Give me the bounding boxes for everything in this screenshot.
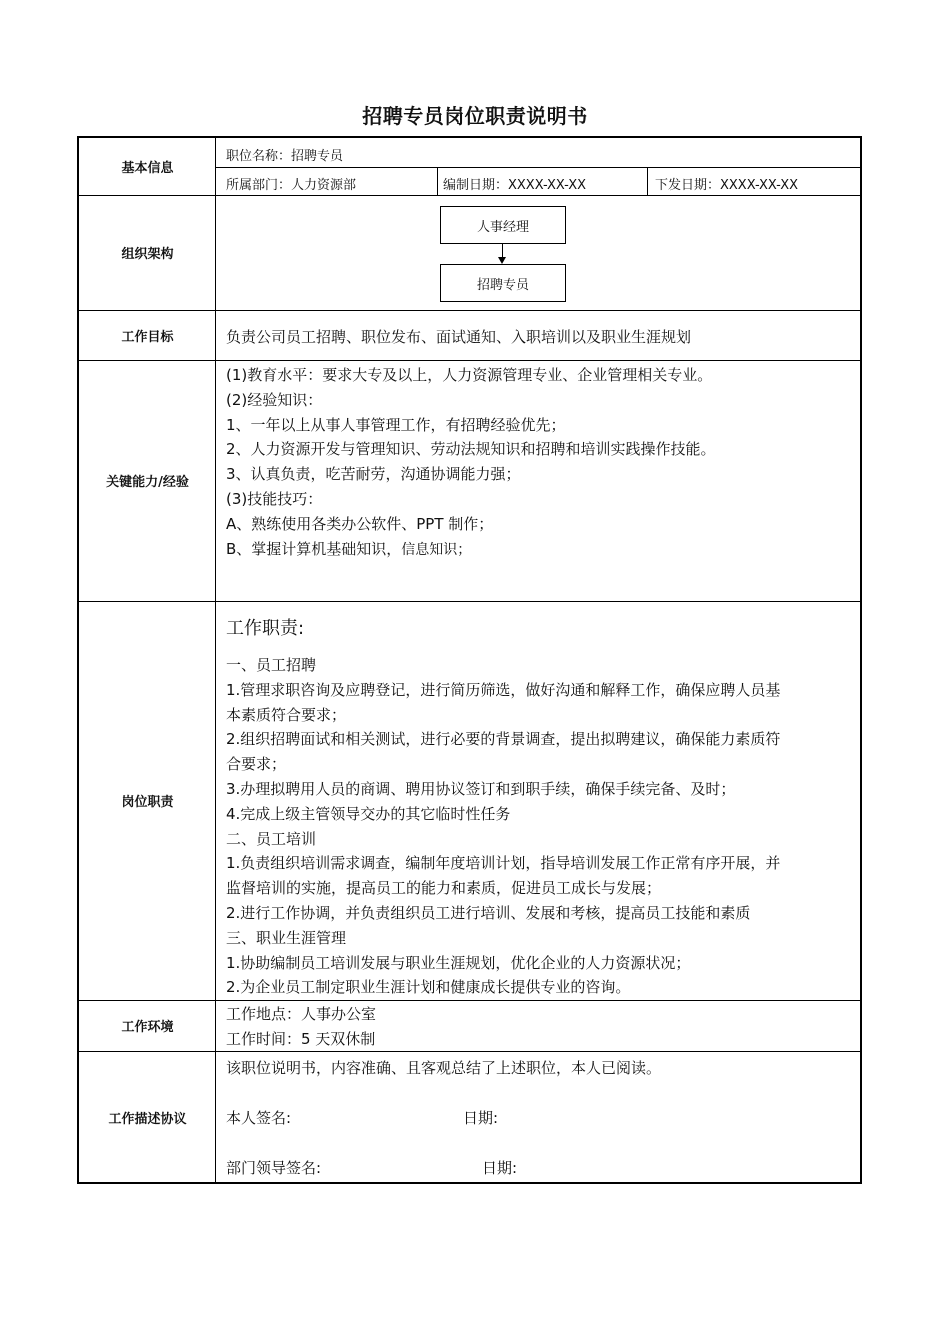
ability-line: (2)经验知识： xyxy=(226,390,323,409)
row-divider-basic-inner xyxy=(216,167,860,168)
issued-date: 下发日期：XXXX-XX-XX xyxy=(655,178,799,193)
duty-line: 1.管理求职咨询及应聘登记，进行简历筛选，做好沟通和解释工作，确保应聘人员基 xyxy=(226,680,781,699)
ability-last-prefix: B、掌握计算机基础知识， xyxy=(226,539,402,558)
arrow-down-icon xyxy=(498,257,506,264)
ability-line: (1)教育水平：要求大专及以上，人力资源管理专业、企业管理相关专业。 xyxy=(226,366,713,384)
duty-line: 1.协助编制员工培训发展与职业生涯规划，优化企业的人力资源状况； xyxy=(226,953,691,972)
ability-line: (3)技能技巧： xyxy=(226,489,323,508)
duty-line: 本素质符合要求； xyxy=(226,705,347,724)
work-location: 工作地点：人事办公室 xyxy=(226,1005,377,1023)
label-work-goal: 工作目标 xyxy=(121,329,174,345)
label-work-environment: 工作环境 xyxy=(121,1020,174,1035)
duty-line: 2.为企业员工制定职业生涯计划和健康成长提供专业的咨询。 xyxy=(226,978,631,997)
duty-line: 2.进行工作协调，并负责组织员工进行培训、发展和考核，提高员工技能和素质 xyxy=(226,903,751,922)
label-org-structure: 组织架构 xyxy=(121,247,174,262)
label-job-duties: 岗位职责 xyxy=(121,795,174,810)
job-description-table xyxy=(77,136,862,1184)
position-name: 职位名称：招聘专员 xyxy=(226,149,344,164)
self-date-label: 日期: xyxy=(463,1109,499,1127)
duty-line: 3.办理拟聘用人员的商调、聘用协议签订和到职手续，确保手续完备、及时； xyxy=(226,779,736,798)
label-agreement: 工作描述协议 xyxy=(108,1112,187,1127)
cell-divider xyxy=(647,167,648,195)
ability-line: 1、一年以上从事人事管理工作，有招聘经验优先； xyxy=(226,415,566,434)
agreement-statement: 该职位说明书，内容准确、且客观总结了上述职位，本人已阅读。 xyxy=(226,1059,662,1077)
cell-divider xyxy=(437,167,438,195)
ability-line: A、熟练使用各类办公软件、PPT 制作； xyxy=(226,514,494,533)
self-signature-label: 本人签名: xyxy=(226,1109,292,1127)
label-basic-info: 基本信息 xyxy=(121,161,174,176)
work-hours: 工作时间：5 天双休制 xyxy=(226,1029,376,1048)
duty-line: 一、员工招聘 xyxy=(226,656,317,674)
ability-line: 2、人力资源开发与管理知识、劳动法规知识和招聘和培训实践操作技能。 xyxy=(226,440,716,459)
duty-line: 合要求； xyxy=(226,755,287,774)
duty-line: 4.完成上级主管领导交办的其它临时性任务 xyxy=(226,804,511,823)
label-key-abilities: 关键能力/经验 xyxy=(106,475,189,490)
duty-line: 监督培训的实施，提高员工的能力和素质，促进员工成长与发展； xyxy=(226,879,662,898)
leader-date-label: 日期: xyxy=(482,1159,518,1177)
key-abilities-text xyxy=(226,363,854,562)
duty-line: 二、员工培训 xyxy=(226,829,317,848)
duties-text xyxy=(226,653,854,1000)
document-title: 招聘专员岗位职责说明书 xyxy=(362,104,588,128)
duty-line: 2.组织招聘面试和相关测试，进行必要的背景调查，提出拟聘建议，确保能力素质符 xyxy=(226,730,781,749)
duty-line: 三、职业生涯管理 xyxy=(226,928,347,947)
leader-signature-label: 部门领导签名: xyxy=(226,1159,322,1177)
org-connector xyxy=(502,243,503,258)
work-goal-text: 负责公司员工招聘、职位发布、面试通知、入职培训以及职业生涯规划 xyxy=(226,328,692,346)
ability-line: 3、认真负责，吃苦耐劳，沟通协调能力强； xyxy=(226,465,521,484)
department: 所属部门：人力资源部 xyxy=(226,178,357,193)
org-box-recruiter: 招聘专员 xyxy=(440,264,566,302)
org-box-manager: 人事经理 xyxy=(440,206,566,244)
ability-last-suffix: 信息知识； xyxy=(401,541,472,558)
ability-line xyxy=(226,537,854,563)
duties-heading: 工作职责: xyxy=(226,618,305,639)
work-environment-text xyxy=(226,1002,854,1052)
duty-line: 1.负责组织培训需求调查，编制年度培训计划，指导培训发展工作正常有序开展，并 xyxy=(226,854,781,873)
compiled-date: 编制日期：XXXX-XX-XX xyxy=(443,178,587,193)
